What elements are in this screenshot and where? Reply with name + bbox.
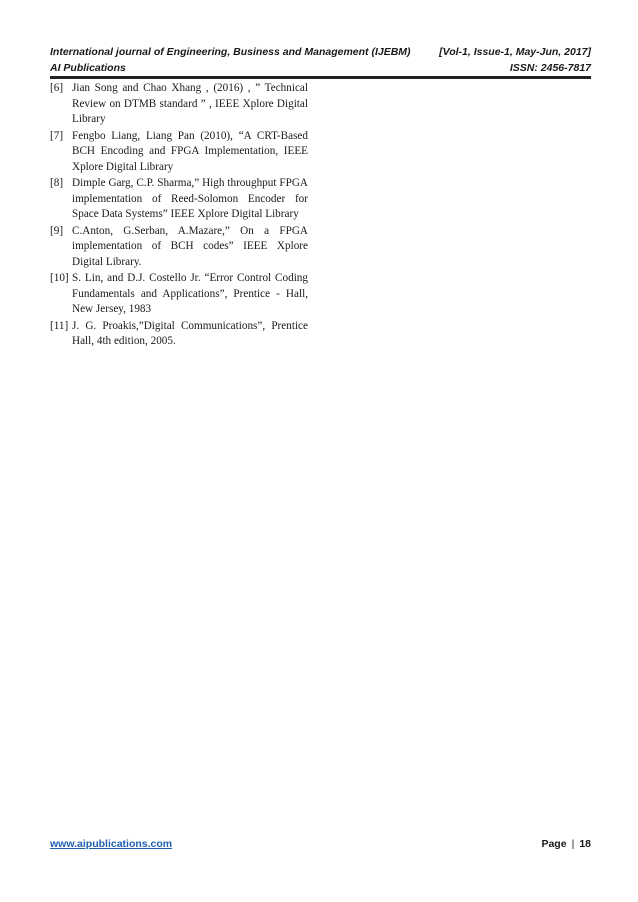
reference-number: [10] bbox=[50, 272, 69, 284]
page-label: Page bbox=[541, 838, 567, 850]
header-row-1 bbox=[50, 44, 591, 60]
reference-number: [9] bbox=[50, 224, 64, 237]
reference-item bbox=[50, 176, 308, 223]
page-header bbox=[50, 44, 591, 76]
reference-item bbox=[50, 129, 308, 176]
reference-text: S. Lin, and D.J. Costello Jr. “Error Control Coding Fundamentals and Applications”, Prentice - Hall, New Jersey, 1983 bbox=[72, 272, 308, 315]
publisher-name: AI Publications bbox=[50, 62, 126, 74]
page-footer bbox=[50, 838, 591, 850]
reference-number: [6] bbox=[50, 82, 64, 94]
reference-text: Jian Song and Chao Xhang , (2016) , ” Technical Review on DTMB standard ” , IEEE Xplore Digital Library bbox=[72, 82, 308, 125]
reference-number: [7] bbox=[50, 129, 64, 142]
journal-title: International journal of Engineering, Business and Management (IJEBM) bbox=[50, 46, 411, 58]
page-number: 18 bbox=[579, 838, 591, 850]
reference-item bbox=[50, 319, 308, 350]
reference-number: [11] bbox=[50, 319, 69, 332]
reference-text: Dimple Garg, C.P. Sharma,” High throughput FPGA implementation of Reed-Solomon Encoder for Space Data Systems” IEEE Xplore Digital Library bbox=[72, 177, 308, 220]
page-indicator bbox=[541, 838, 591, 850]
website-link[interactable]: www.aipublications.com bbox=[50, 838, 173, 850]
reference-text: C.Anton, G.Serban, A.Mazare,” On a FPGA implementation of BCH codes” IEEE Xplore Digital Library. bbox=[72, 224, 308, 268]
reference-text: Fengbo Liang, Liang Pan (2010), “A CRT-Based BCH Encoding and FPGA Implementation, IEEE Xplore Digital Library bbox=[72, 129, 308, 173]
issn: ISSN: 2456-7817 bbox=[509, 62, 591, 74]
reference-list bbox=[50, 81, 308, 351]
page-separator: | bbox=[571, 838, 575, 850]
issue-info: [Vol-1, Issue-1, May-Jun, 2017] bbox=[439, 46, 591, 58]
header-divider bbox=[50, 76, 591, 79]
reference-text: J. G. Proakis,”Digital Communications”, Prentice Hall, 4th edition, 2005. bbox=[72, 319, 308, 347]
reference-item bbox=[50, 81, 308, 128]
header-row-2 bbox=[50, 60, 591, 76]
reference-item bbox=[50, 224, 308, 271]
reference-item bbox=[50, 271, 308, 318]
reference-number: [8] bbox=[50, 177, 64, 189]
